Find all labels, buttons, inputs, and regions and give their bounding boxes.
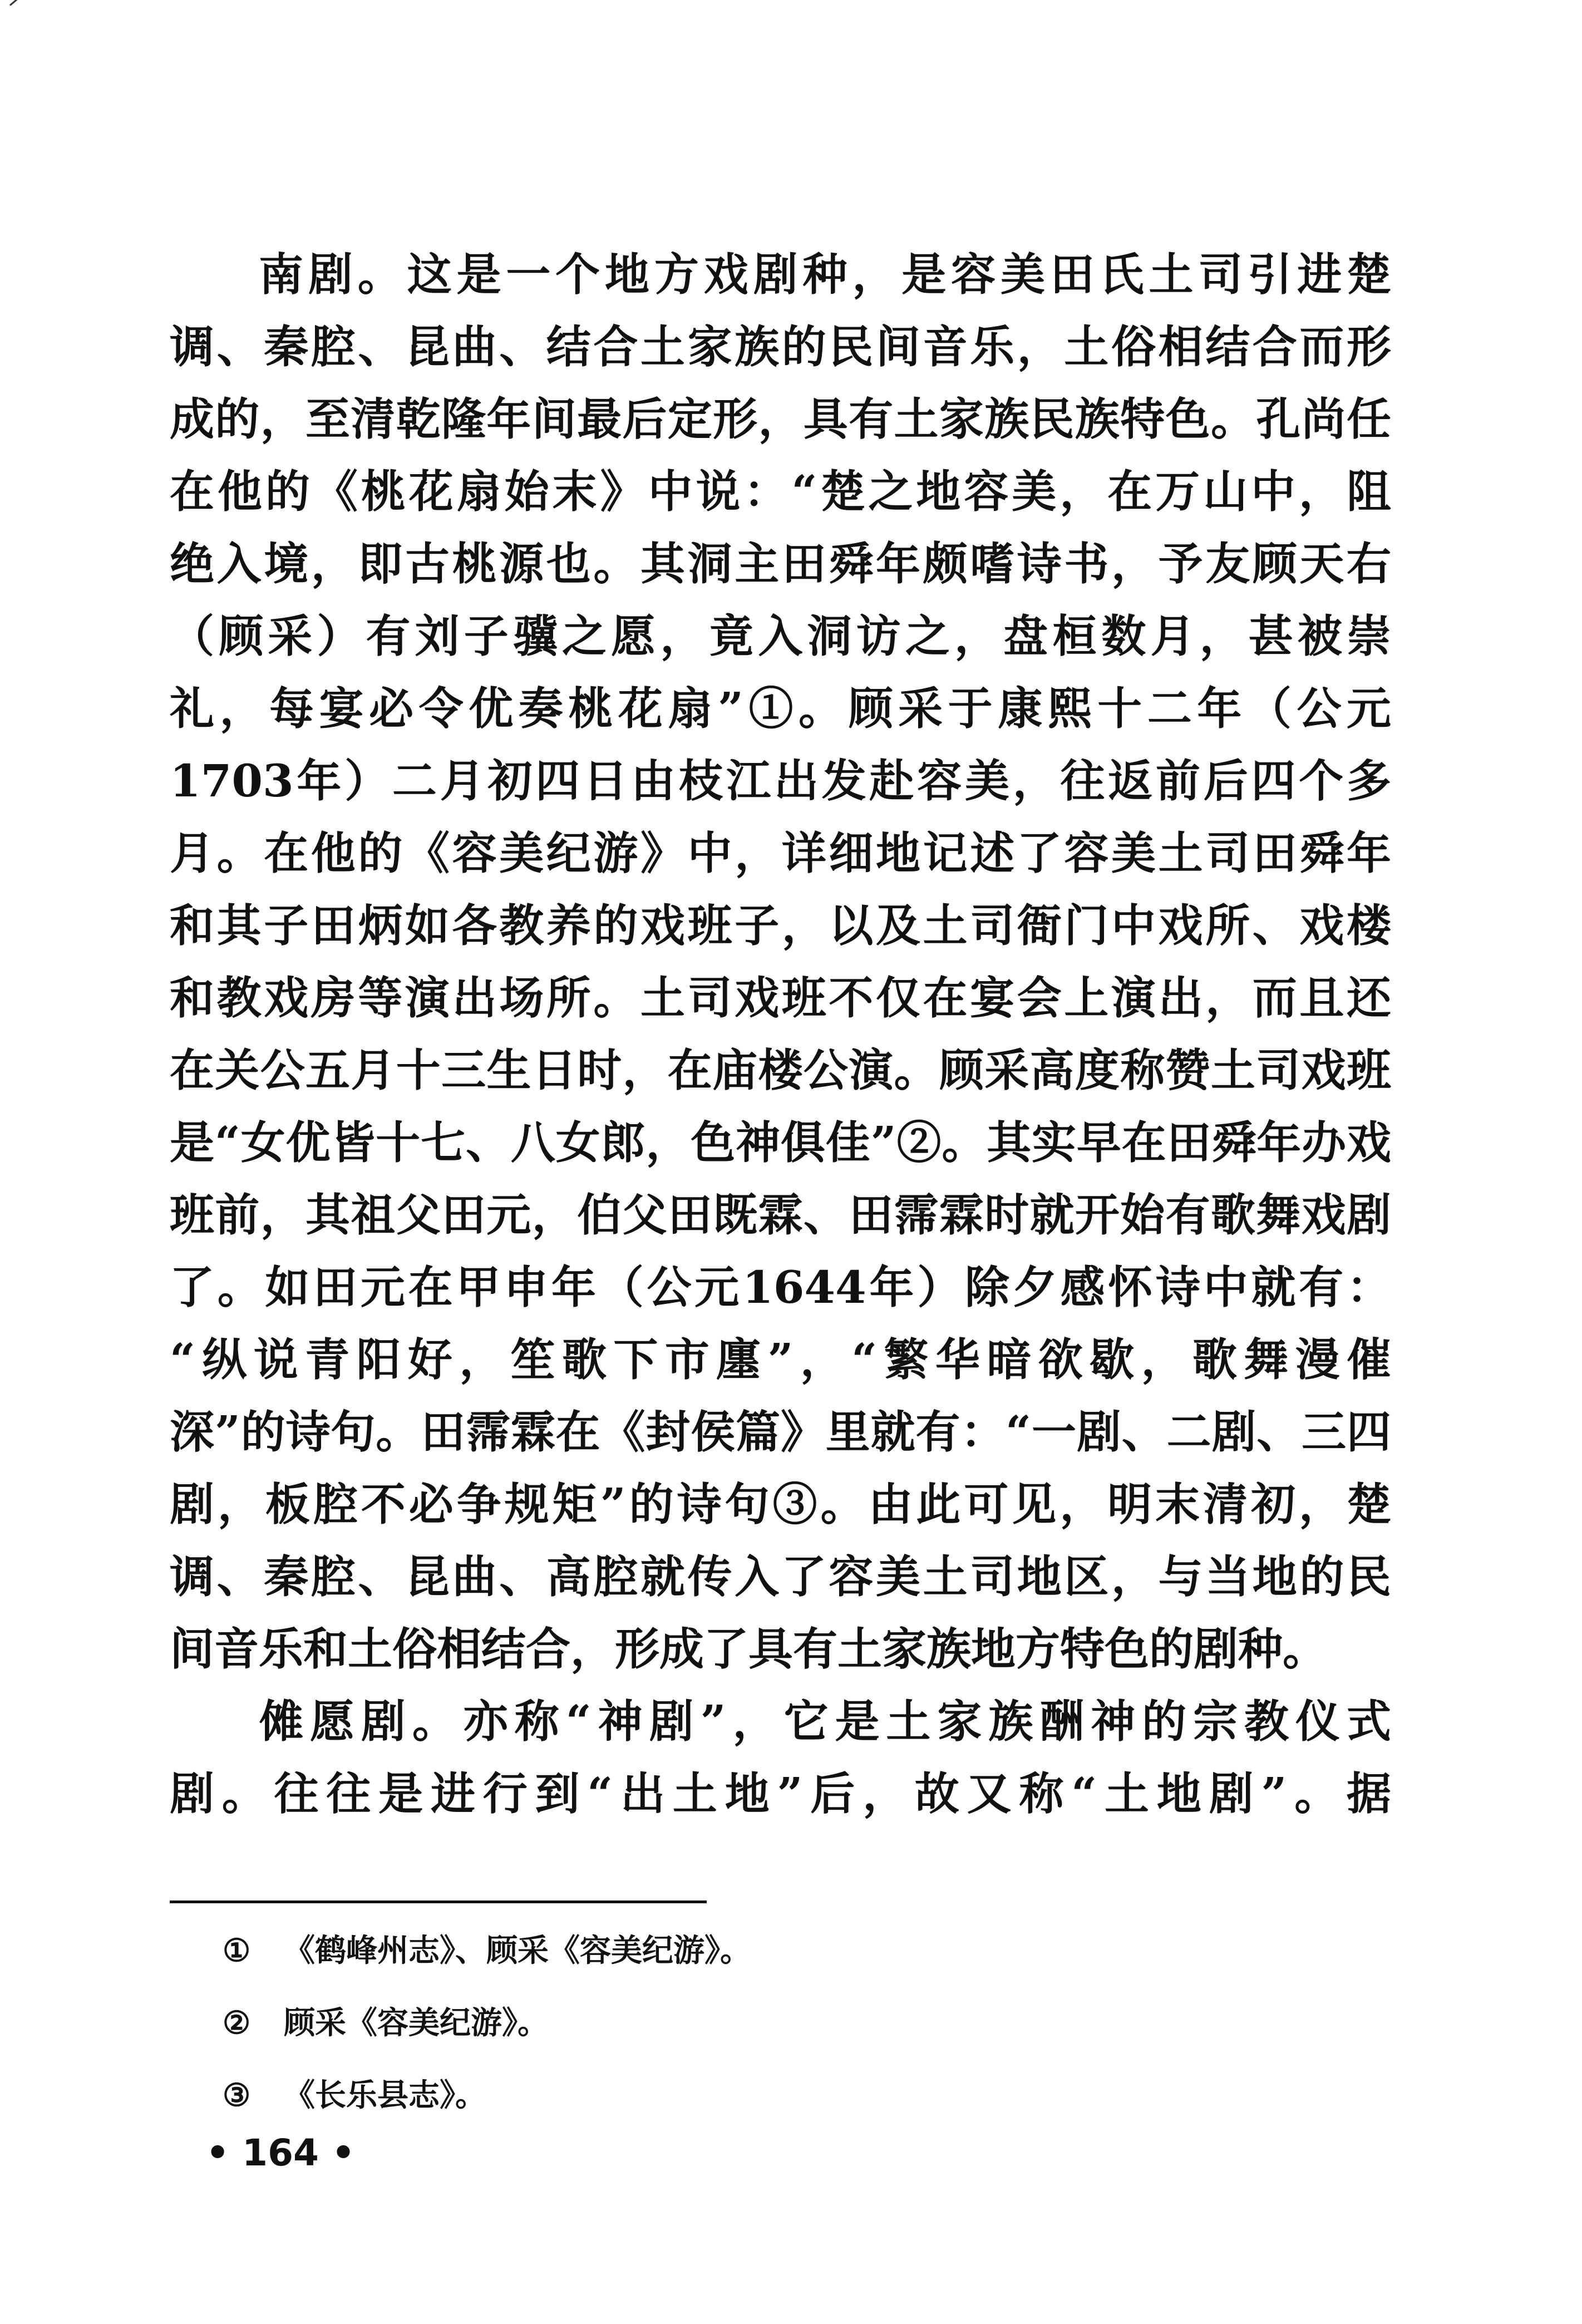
text-line: 在关公五月十三生日时，在庙楼公演。顾采高度称赞土司戏班 (170, 1044, 1391, 1096)
text-line: 调、秦腔、昆曲、结合土家族的民间音乐，土俗相结合而形 (170, 321, 1391, 373)
footnote-text: 《鹤峰州志》、顾采《容美纪游》。 (284, 1932, 751, 1969)
text-line: 成的，至清乾隆年间最后定形，具有土家族民族特色。孔尚任 (170, 393, 1391, 445)
text-line: 调、秦腔、昆曲、高腔就传入了容美土司地区，与当地的民 (170, 1550, 1391, 1603)
text-line: 和教戏房等演出场所。土司戏班不仅在宴会上演出，而且还 (170, 972, 1391, 1024)
scan-artifact-mark (9, 0, 36, 6)
footnote-marker: ① (223, 1932, 251, 1969)
footnote-1 (223, 1914, 1113, 1987)
text-line: 月。在他的《容美纪游》中，详细地记述了容美土司田舜年 (170, 827, 1391, 879)
text-line: 是“女优皆十七、八女郎，色神俱佳”②。其实早在田舜年办戏 (170, 1116, 1391, 1169)
text-line: “纵说青阳好，笙歌下市廛”，“繁华暗欲歇，歌舞漫催 (170, 1333, 1391, 1386)
page-number: • 164 • (206, 2131, 356, 2174)
text-line: 剧。往往是进行到“出土地”后，故又称“土地剧”。据 (170, 1767, 1391, 1820)
text-line: 班前，其祖父田元，伯父田既霖、田霈霖时就开始有歌舞戏剧 (170, 1189, 1391, 1241)
text-line: 剧，板腔不必争规矩”的诗句③。由此可见，明末清初，楚 (170, 1478, 1391, 1530)
text-line: 南剧。这是一个地方戏剧种，是容美田氏土司引进楚 (259, 248, 1391, 301)
footnote-3 (223, 2059, 1113, 2131)
text-line: 傩愿剧。亦称“神剧”，它是土家族酬神的宗教仪式 (259, 1695, 1391, 1747)
body-text (170, 238, 1391, 1830)
footnote-text: 顾采《容美纪游》。 (284, 2005, 549, 2041)
footnote-text: 《长乐县志》。 (284, 2077, 486, 2114)
text-line: 了。如田元在甲申年（公元1644年）除夕感怀诗中就有： (170, 1261, 1391, 1313)
text-line: 和其子田炳如各教养的戏班子，以及土司衙门中戏所、戏楼 (170, 899, 1391, 952)
text-line: （顾采）有刘子骥之愿，竟入洞访之，盘桓数月，甚被崇 (170, 610, 1391, 662)
footnote-marker: ② (223, 2005, 251, 2041)
text-line: 在他的《桃花扇始末》中说：“楚之地容美，在万山中，阻 (170, 465, 1391, 518)
text-line: 绝入境，即古桃源也。其洞主田舜年颇嗜诗书，予友顾天右 (170, 538, 1391, 590)
text-line: 间音乐和土俗相结合，形成了具有土家族地方特色的剧种。 (170, 1623, 1327, 1675)
text-line: 礼，每宴必令优奏桃花扇”①。顾采于康熙十二年（公元 (170, 682, 1391, 735)
text-line: 1703年）二月初四日由枝江出发赴容美，往返前后四个多 (170, 755, 1391, 807)
footnote-divider (170, 1900, 707, 1903)
footnote-2 (223, 1987, 1113, 2059)
footnotes (223, 1914, 1113, 2131)
footnote-marker: ③ (223, 2077, 251, 2114)
text-line: 深”的诗句。田霈霖在《封侯篇》里就有：“一剧、二剧、三四 (170, 1406, 1391, 1458)
